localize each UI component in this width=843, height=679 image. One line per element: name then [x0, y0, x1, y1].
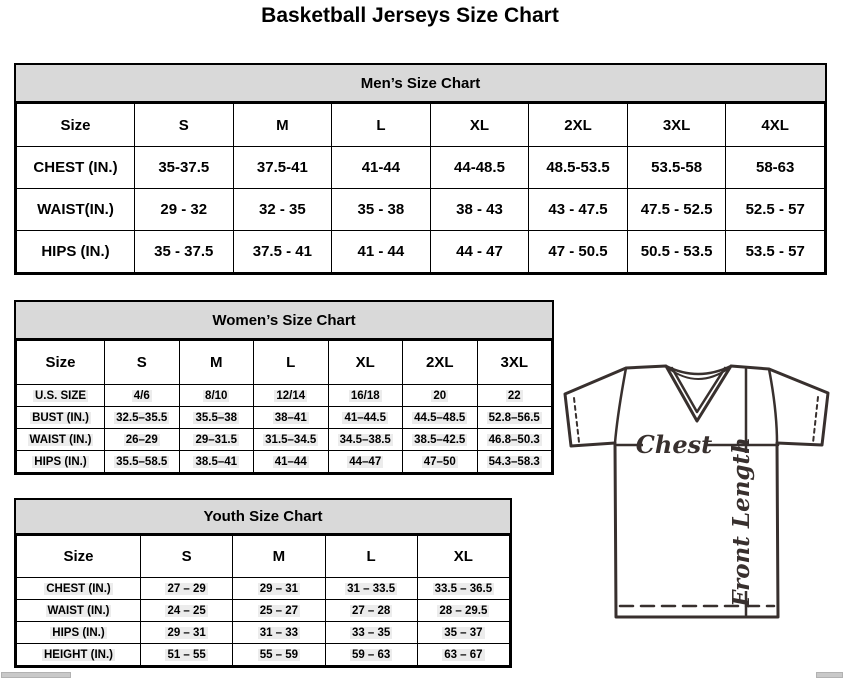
women-cell-1-3: 41–44.5 — [328, 407, 403, 429]
mens-size-table — [16, 103, 825, 273]
youth-row-label-0: CHEST (IN.) — [17, 578, 141, 600]
men-col-header-0: Size — [17, 104, 135, 147]
women-cell-0-3: 16/18 — [328, 385, 403, 407]
youth-row-label-2: HIPS (IN.) — [17, 622, 141, 644]
youth-row-label-3: HEIGHT (IN.) — [17, 644, 141, 666]
youth-chart-header: Youth Size Chart — [16, 500, 510, 535]
youth-cell-3-2: 59 – 63 — [325, 644, 417, 666]
youth-col-header-4: XL — [417, 536, 509, 578]
men-row-label-1: WAIST(IN.) — [17, 189, 135, 231]
men-col-header-2: M — [233, 104, 332, 147]
women-col-header-5: 2XL — [403, 341, 478, 385]
womens-chart-header: Women’s Size Chart — [16, 302, 552, 340]
men-cell-1-0: 29 - 32 — [135, 189, 234, 231]
women-row-label-2: WAIST (IN.) — [17, 429, 105, 451]
mens-chart-header: Men’s Size Chart — [16, 65, 825, 103]
women-col-header-6: 3XL — [477, 341, 552, 385]
women-col-header-4: XL — [328, 341, 403, 385]
youth-size-chart — [14, 498, 512, 668]
youth-row-label-1: WAIST (IN.) — [17, 600, 141, 622]
women-cell-2-2: 31.5–34.5 — [254, 429, 329, 451]
men-cell-1-6: 52.5 - 57 — [726, 189, 825, 231]
men-cell-0-3: 44-48.5 — [430, 147, 529, 189]
horizontal-scrollbar-corner[interactable] — [816, 672, 843, 678]
youth-col-header-1: S — [141, 536, 233, 578]
men-cell-0-1: 37.5-41 — [233, 147, 332, 189]
men-cell-0-5: 53.5-58 — [627, 147, 726, 189]
men-cell-2-1: 37.5 - 41 — [233, 231, 332, 273]
women-cell-0-5: 22 — [477, 385, 552, 407]
women-cell-1-0: 32.5–35.5 — [105, 407, 180, 429]
page-title: Basketball Jerseys Size Chart — [261, 4, 559, 27]
men-cell-0-2: 41-44 — [332, 147, 431, 189]
horizontal-scrollbar-thumb[interactable] — [1, 672, 71, 678]
women-col-header-3: L — [254, 341, 329, 385]
women-cell-0-4: 20 — [403, 385, 478, 407]
women-row-label-3: HIPS (IN.) — [17, 451, 105, 473]
women-cell-0-0: 4/6 — [105, 385, 180, 407]
women-cell-0-2: 12/14 — [254, 385, 329, 407]
men-cell-2-3: 44 - 47 — [430, 231, 529, 273]
men-cell-0-6: 58-63 — [726, 147, 825, 189]
youth-col-header-0: Size — [17, 536, 141, 578]
women-cell-3-2: 41–44 — [254, 451, 329, 473]
women-cell-1-2: 38–41 — [254, 407, 329, 429]
jersey-outline — [565, 366, 828, 617]
womens-size-table — [16, 340, 552, 473]
youth-cell-2-2: 33 – 35 — [325, 622, 417, 644]
women-cell-3-1: 38.5–41 — [179, 451, 254, 473]
youth-cell-0-2: 31 – 33.5 — [325, 578, 417, 600]
men-col-header-5: 2XL — [529, 104, 628, 147]
youth-cell-1-3: 28 – 29.5 — [417, 600, 509, 622]
women-cell-3-0: 35.5–58.5 — [105, 451, 180, 473]
men-cell-2-4: 47 - 50.5 — [529, 231, 628, 273]
men-cell-1-5: 47.5 - 52.5 — [627, 189, 726, 231]
youth-cell-3-0: 51 – 55 — [141, 644, 233, 666]
women-cell-1-5: 52.8–56.5 — [477, 407, 552, 429]
men-cell-0-0: 35-37.5 — [135, 147, 234, 189]
men-col-header-4: XL — [430, 104, 529, 147]
front-length-label: Front Length — [728, 437, 755, 607]
women-cell-3-4: 47–50 — [403, 451, 478, 473]
youth-size-table — [16, 535, 510, 666]
women-cell-2-4: 38.5–42.5 — [403, 429, 478, 451]
youth-cell-2-0: 29 – 31 — [141, 622, 233, 644]
womens-size-chart — [14, 300, 554, 475]
women-cell-2-0: 26–29 — [105, 429, 180, 451]
men-cell-1-1: 32 - 35 — [233, 189, 332, 231]
women-cell-1-4: 44.5–48.5 — [403, 407, 478, 429]
mens-size-chart — [14, 63, 827, 275]
men-col-header-7: 4XL — [726, 104, 825, 147]
men-col-header-1: S — [135, 104, 234, 147]
jersey-measurement-diagram — [551, 357, 843, 629]
youth-cell-1-1: 25 – 27 — [233, 600, 325, 622]
youth-cell-3-3: 63 – 67 — [417, 644, 509, 666]
youth-cell-0-3: 33.5 – 36.5 — [417, 578, 509, 600]
women-cell-0-1: 8/10 — [179, 385, 254, 407]
women-col-header-0: Size — [17, 341, 105, 385]
women-row-label-1: BUST (IN.) — [17, 407, 105, 429]
youth-cell-1-0: 24 – 25 — [141, 600, 233, 622]
men-cell-2-2: 41 - 44 — [332, 231, 431, 273]
men-cell-2-5: 50.5 - 53.5 — [627, 231, 726, 273]
women-cell-3-3: 44–47 — [328, 451, 403, 473]
women-col-header-2: M — [179, 341, 254, 385]
youth-cell-1-2: 27 – 28 — [325, 600, 417, 622]
youth-cell-3-1: 55 – 59 — [233, 644, 325, 666]
women-cell-2-3: 34.5–38.5 — [328, 429, 403, 451]
men-cell-1-2: 35 - 38 — [332, 189, 431, 231]
women-cell-2-5: 46.8–50.3 — [477, 429, 552, 451]
women-cell-3-5: 54.3–58.3 — [477, 451, 552, 473]
men-row-label-0: CHEST (IN.) — [17, 147, 135, 189]
women-col-header-1: S — [105, 341, 180, 385]
men-cell-0-4: 48.5-53.5 — [529, 147, 628, 189]
men-cell-1-4: 43 - 47.5 — [529, 189, 628, 231]
youth-col-header-3: L — [325, 536, 417, 578]
men-cell-1-3: 38 - 43 — [430, 189, 529, 231]
men-col-header-3: L — [332, 104, 431, 147]
women-row-label-0: U.S. SIZE — [17, 385, 105, 407]
youth-col-header-2: M — [233, 536, 325, 578]
men-cell-2-6: 53.5 - 57 — [726, 231, 825, 273]
men-row-label-2: HIPS (IN.) — [17, 231, 135, 273]
youth-cell-2-3: 35 – 37 — [417, 622, 509, 644]
women-cell-2-1: 29–31.5 — [179, 429, 254, 451]
chest-label: Chest — [635, 430, 713, 459]
men-col-header-6: 3XL — [627, 104, 726, 147]
men-cell-2-0: 35 - 37.5 — [135, 231, 234, 273]
youth-cell-0-0: 27 – 29 — [141, 578, 233, 600]
youth-cell-2-1: 31 – 33 — [233, 622, 325, 644]
youth-cell-0-1: 29 – 31 — [233, 578, 325, 600]
women-cell-1-1: 35.5–38 — [179, 407, 254, 429]
